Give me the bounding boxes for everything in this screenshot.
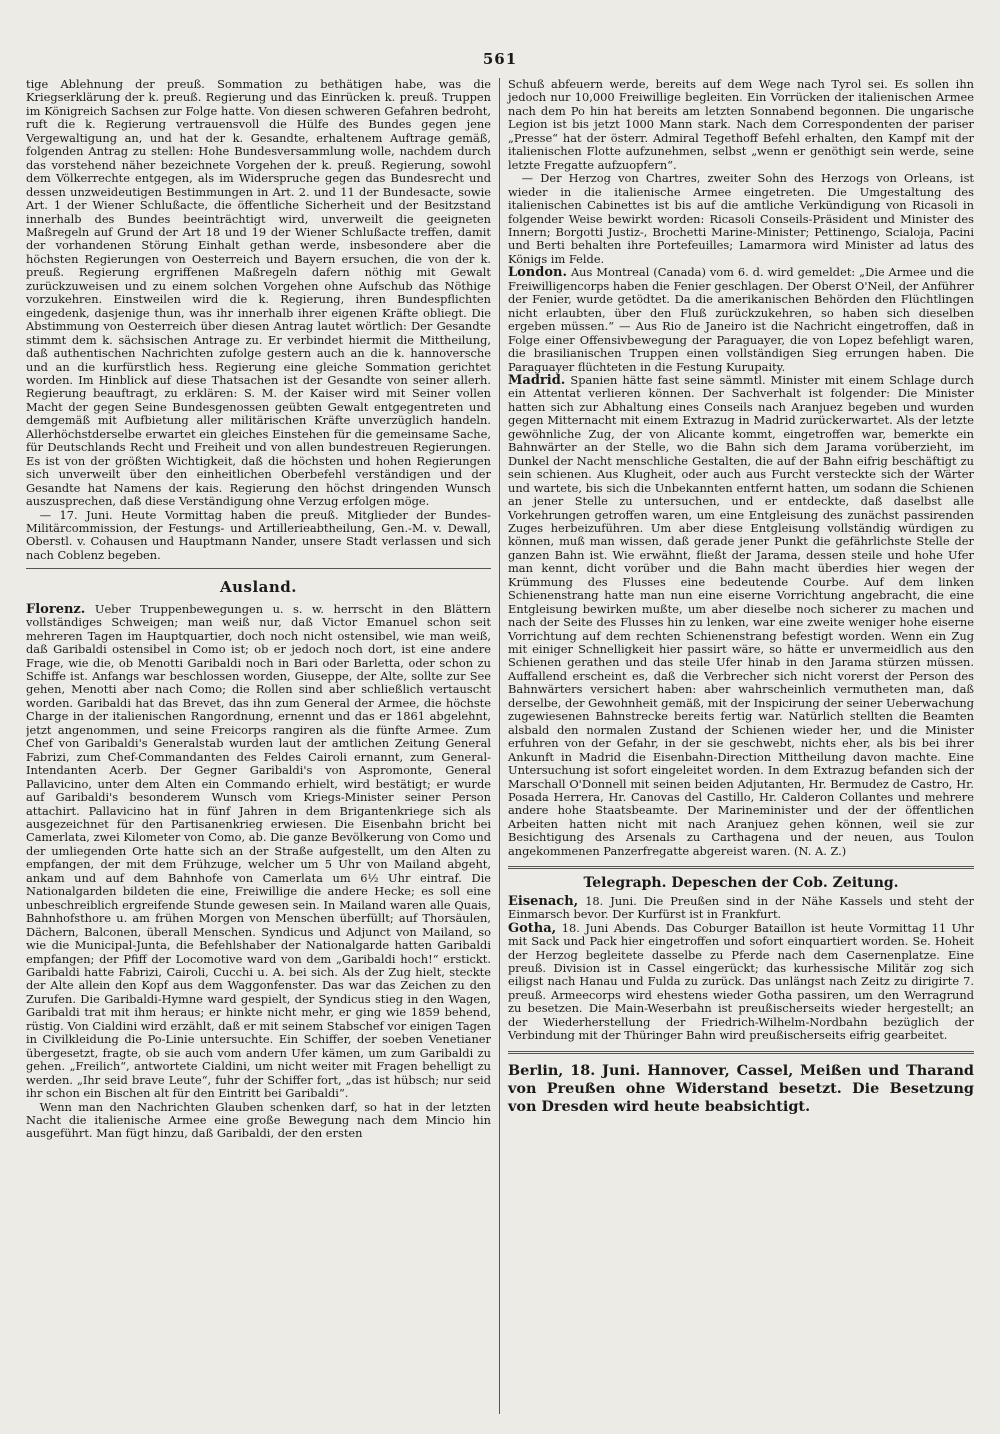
page-number: 561 (482, 50, 518, 68)
left-column (26, 78, 500, 1414)
florenz-paragraph (26, 603, 491, 1101)
dateline-gotha: Gotha, (508, 920, 557, 936)
saxony-motion-paragraph: tige Ablehnung der preuß. Sommation zu bethätigen habe, was die Kriegserklärung der k. preuß. Regierung und das Einrücken k. preuß. Truppen im Königreich Sachsen zur Folge hatte. Von diesen schweren Gefahren bedroht, ruft die k. Regierung vertrauensvoll die Hülfe des Bundes gegen jene Vergewaltigung an, und hat der k. Gesandte, erhaltenem Auftrage gemäß, folgenden Antrag zu stellen: Hohe Bundesversammlung wolle, nachdem durch das vorstehend näher bezeichnete Vorgehen der k. preuß. Regierung, sowohl dem Völkerrechte entgegen, als im Widerspruche gegen das Bundesrecht und dessen unzweideutigen Bestimmungen in Art. 2. und 11 der Bundesacte, sowie Art. 1 der Wiener Schlußacte, die öffentliche Sicherheit und der Besitzstand innerhalb des Bundes beeinträchtigt wird, unverweilt die geeigneten Maßregeln auf Grund der Art 18 und 19 der Wiener Schlußacte treffen, damit der vorhandenen Störung Einhalt gethan werde, insbesondere aber die höchsten Regierungen von Oesterreich und Bayern ersuchen, die von der k. preuß. Regierung ergriffenen Maßregeln dafern nöthig mit Gewalt zurückzuweisen und zu einem solchen Vorgehen ohne Aufschub das Nöthige vorzukehren. Einstweilen wird die k. Regierung, ihren Bundespflichten eingedenk, dasjenige thun, was ihr innerhalb ihrer eigenen Kräfte obliegt. Die Abstimmung von Oesterreich über diesen Antrag lautet wörtlich: Der Gesandte stimmt dem k. sächsischen Antrage zu. Er verbindet hiermit die Mittheilung, daß authentischen Nachrichten zufolge gestern auch an die k. hannoversche und an die kurfürstlich hess. Regierung eine gleiche Sommation gerichtet worden. Im Hinblick auf diese Thatsachen ist der Gesandte von seiner allerh. Regierung beauftragt, zu erklären: S. M. der Kaiser wird mit Seiner vollen Macht der gegen Seine Bundesgenossen geübten Gewalt entgegentreten und demgemäß mit Aufbietung aller militärischen Kräfte unverzüglich handeln. Allerhöchstderselbe erwartet ein gleiches Einstehen für die gemeinsame Sache, für Deutschlands Recht und Freiheit und von allen bundestreuen Regierungen. Es ist von der größten Wichtigkeit, daß die höchsten und hohen Regierungen sich unverweilt über den einheitlichen Oberbefehl verständigen und der Gesandte hat Namens der kais. Regierung den höchst dringenden Wunsch auszusprechen, daß diese Verständigung ohne Verzug erfolgen möge. (26, 78, 491, 509)
text-columns (26, 78, 974, 1414)
section-divider (26, 568, 491, 569)
berlin-divider (508, 1051, 974, 1054)
eisenach-text: 18. Juni. Die Preußen sind in der Nähe Kassels und steht der Einmarsch bevor. Der Kurfürst ist in Frankfurt. (508, 893, 974, 922)
dateline-london: London. (508, 265, 568, 281)
eisenach-paragraph (508, 895, 974, 922)
telegraph-divider (508, 866, 974, 869)
italy-paragraph: Schuß abfeuern werde, bereits auf dem Wege nach Tyrol sei. Es sollen ihn jedoch nur 10,000 Freiwillige begleiten. Ein Vorrücken der italienischen Armee nach dem Po hin hat bereits am letzten Sonnabend begonnen. Die ungarische Legion ist bis jetzt 1000 Mann stark. Nach dem Correspondenten der pariser „Presse“ hat der österr. Admiral Tegethoff Befehl erhalten, den Kampf mit der italienischen Flotte aufzunehmen, selbst „wenn er genöthigt sein werde, seine letzte Fregatte aufzuopfern“. (508, 78, 974, 172)
madrid-paragraph (508, 374, 974, 858)
chartres-paragraph: — Der Herzog von Chartres, zweiter Sohn des Herzogs von Orleans, ist wieder in die italienische Armee eingetreten. Die Umgestaltung des italienischen Cabinettes ist bis auf die amtliche Verkündigung von Ricasoli in folgender Weise bewirkt worden: Ricasoli Conseils-Präsident und Minister des Innern; Borgotti Justiz-, Brochetti Marine-Minister; Pettinengo, Scialoja, Pacini und Berti behalten ihre Portefeuilles; Lamarmora wird Minister ad latus des Königs im Felde. (508, 171, 974, 266)
telegraph-heading: Telegraph. Depeschen der Cob. Zeitung. (583, 875, 899, 892)
dateline-florenz: Florenz. (26, 601, 86, 617)
london-paragraph (508, 266, 974, 374)
section-heading-ausland: Ausland. (219, 578, 298, 597)
madrid-text: Spanien hätte fast seine sämmtl. Minister mit einem Schlage durch ein Attentat verlieren können. Der Sachverhalt ist folgender: Die Minister hatten sich zur Abhaltung eines Conseils nach Aranjuez begeben und wurden gegen Mitternacht mit einem Extrazug in Madrid zurückerwartet. Als der letzte gewöhnliche Zug, der von Alicante kommt, eingetroffen war, bemerkte ein Bahnwärter an der Stelle, wo die Bahn sich dem Jarama vorüberzieht, im Dunkel der Nacht menschliche Gestalten, die auf der Bahn eifrig beschäftigt zu sein schienen. Aus Klugheit, oder auch aus Furcht versteckte sich der Wärter und wartete, bis sich die Unbekannten entfernt hatten, um sodann die Schienen an jener Stelle zu untersuchen, und er entdeckte, daß daselbst alle Vorkehrungen getroffen waren, um eine Entgleisung des zunächst passirenden Zuges herbeizuführen. Um aber diese Entgleisung vollständig würdigen zu können, muß man wissen, daß gerade jener Punkt die gefährlichste Stelle der ganzen Bahn ist. Wie erwähnt, fließt der Jarama, dessen steile und hohe Ufer man kennt, dicht vorüber und die Bahn macht überdies hier wegen der Krümmung des Flusses eine bedeutende Courbe. Auf dem linken Schienenstrang hatte man nun eine eiserne Vorrichtung angebracht, die eine Entgleisung bewirken mußte, um aber dieselbe noch sicherer zu machen und nach der Seite des Flusses hin zu lenken, war eine zweite weniger hohe eiserne Vorrichtung auf dem rechten Schienenstrang befestigt worden. Wenn ein Zug mit einiger Schnelligkeit hier passirt wäre, so hätte er unvermeidlich aus den Schienen gerathen und das steile Ufer hinab in den Jarama stürzen müssen. Auffallend erscheint es, daß die Verbrecher sich nicht vorerst der Person des Bahnwärters versichert haben: aber wahrscheinlich vermutheten man, daß derselbe, der Gewohnheit gemäß, mit der Inspicirung der seiner Ueberwachung zugewiesenen Bahnstrecke bereits fertig war. Natürlich stellten die Beamten alsbald den normalen Zustand der Schienen wieder her, und die Minister erfuhren von der Gefahr, in der sie geschwebt, nichts eher, als bis bei ihrer Ankunft in Madrid die Eisenbahn-Direction Mittheilung davon machte. Eine Untersuchung ist sofort eingeleitet worden. In dem Extrazug befanden sich der Marschall O'Donnell mit seinen beiden Adjutanten, Hr. Bermudez de Castro, Hr. Posada Herrera, Hr. Canovas del Castillo, Hr. Calderon Collantes und mehrere andere hohe Staatsbeamte. Der Marineminister und der der öffentlichen Arbeiten hatten nicht mit nach Aranjuez gehen können, weil sie zur Besichtigung des Arsenals zu Carthagena und der neuen, aus Toulon angekommenen Panzerfregatte abgereist waren. (N. A. Z.) (508, 372, 974, 858)
dateline-madrid: Madrid. (508, 372, 566, 388)
london-text: Aus Montreal (Canada) vom 6. d. wird gemeldet: „Die Armee und die Freiwilligencorps haben die Fenier geschlagen. Der Oberst O'Neil, der Anführer der Fenier, wurde getödtet. Da die amerikanischen Behörden den Flüchtlingen nicht erlaubten, über den Fluß zurückzukehren, so haben sich dieselben ergeben müssen.“ — Aus Rio de Janeiro ist die Nachricht eingetroffen, daß in Folge einer Offensivbewegung der Paraguayer, die von Lopez befehligt waren, die brasilianischen Truppen einen vollständigen Sieg errungen haben. Die Paraguayer flüchteten in die Festung Kurupaity. (508, 265, 974, 374)
right-column (500, 78, 974, 1414)
dateline-eisenach: Eisenach, (508, 893, 579, 909)
florenz-text: Ueber Truppenbewegungen u. s. w. herrscht in den Blättern vollständiges Schweigen; man weiß nur, daß Victor Emanuel schon seit mehreren Tagen im Hauptquartier, doch noch nicht ostensibel, wie man weiß, daß Garibaldi ostensibel in Como ist; ob er jedoch noch dort, ist eine andere Frage, wie die, ob Menotti Garibaldi noch in Bari oder Barletta, oder schon zu Schiffe ist. Anfangs war beschlossen worden, Giuseppe, der Alte, sollte zur See gehen, Menotti aber nach Como; die Rollen sind aber schließlich vertauscht worden. Garibaldi hat das Brevet, das ihn zum General der Armee, die höchste Charge in der italienischen Rangordnung, ernennt und das er 1861 abgelehnt, jetzt angenommen, und seine Freicorps rangiren als die fünfte Armee. Zum Chef von Garibaldi's Generalstab wurden laut der amtlichen Zeitung General Fabrizi, zum Chef-Commandanten des Feldes Cairoli ernannt, zum General-Intendanten Acerb. Der Gegner Garibaldi's von Aspromonte, General Pallavicino, unter dem Alten ein Commando erhielt, wird bestätigt; er wurde auf Garibaldi's besonderem Wunsch vom Kriegs-Minister seiner Person attachirt. Pallavicino hat in fünf Jahren in dem Brigantenkriege sich als ausgezeichnet für den Partisanenkrieg erwiesen. Die Eisenbahn bricht bei Camerlata, zwei Kilometer von Como, ab. Die ganze Bevölkerung von Como und der umliegenden Orte hatte sich an der Straße aufgestellt, um den Alten zu empfangen, der mit dem Frühzuge, welcher um 5 Uhr von Mailand abgeht, ankam und auf dem Bahnhofe von Camerlata um 6½ Uhr eintraf. Die Nationalgarden bildeten die eine, Freiwillige die andere Hecke; es soll eine unbeschreiblich ergreifende Stunde gewesen sein. In Mailand waren alle Quais, Bahnhofsthore u. am frühen Morgen von Menschen überfüllt; auf Thorsäulen, Dächern, Balconen, überall Menschen. Syndicus und Adjunct von Mailand, so wie die Municipal-Junta, die Befehlshaber der Nationalgarde hatten Garibaldi empfangen; der Pfiff der Locomotive ward von dem „Garibaldi hoch!“ erstickt. Garibaldi hatte Fabrizi, Cairoli, Cucchi u. A. bei sich. Als der Zug hielt, steckte der Alte allein den Kopf aus dem Waggonfenster. Das war das Zeichen zu den Zurufen. Die Garibaldi-Hymne ward gespielt, der Syndicus stieg in den Wagen, Garibaldi trat mit ihm heraus; er hinkte nicht mehr, er ging wie 1859 behend, rüstig. Von Cialdini wird erzählt, daß er mit seinem Stabschef vor einigen Tagen in Civilkleidung die Po-Linie untersuchte. Ein Schiffer, der soeben Venetianer übergesetzt, fragte, ob sie auch vom andern Ufer kämen, um zum Garibaldi zu gehen. „Freilich“, antwortete Cialdini, um nicht weiter mit Fragen behelligt zu werden. „Ihr seid brave Leute“, fuhr der Schiffer fort, „das ist hübsch; nur seid ihr schon ein Bischen alt für den Eintritt bei Garibaldi“. (26, 601, 491, 1101)
gotha-text: 18. Juni Abends. Das Coburger Bataillon ist heute Vormittag 11 Uhr mit Sack und Pack hier eingetroffen und sofort einquartiert worden. Se. Hoheit der Herzog begleitete dasselbe zu Pferde nach dem Casernenplatze. Eine preuß. Division ist in Cassel eingerückt; das kurhessische Militär zog sich eiligst nach Hanau und Fulda zu zurück. Das unlängst nach Zeitz zu dirigirte 7. preuß. Armeecorps wird ehestens wieder Gotha passiren, um den Werragrund zu besetzen. Die Main-Weserbahn ist preußischerseits wieder hergestellt; an der Wiederherstellung der Friedrich-Wilhelm-Nordbahn bezüglich der Verbindung mit der Thüringer Bahn wird preußischerseits eifrig gearbeitet. (508, 920, 974, 1043)
berlin-bulletin: Berlin, 18. Juni. Hannover, Cassel, Meißen und Tharand von Preußen ohne Widerstand besetzt. Die Besetzung von Dresden wird heute beabsichtigt. (508, 1061, 974, 1115)
florenz-paragraph-2: Wenn man den Nachrichten Glauben schenken darf, so hat in der letzten Nacht die italienische Armee eine große Bewegung nach dem Mincio hin ausgeführt. Man fügt hinzu, daß Garibaldi, der den ersten (26, 1099, 491, 1141)
gotha-paragraph (508, 922, 974, 1043)
june17-paragraph: — 17. Juni. Heute Vormittag haben die preuß. Mitglieder der Bundes-Militärcommission, der Festungs- und Artillerieabtheilung, Gen.-M. v. Dewall, Oberstl. v. Cohausen und Hauptmann Nander, unsere Stadt verlassen und sich nach Coblenz begeben. (26, 507, 491, 562)
